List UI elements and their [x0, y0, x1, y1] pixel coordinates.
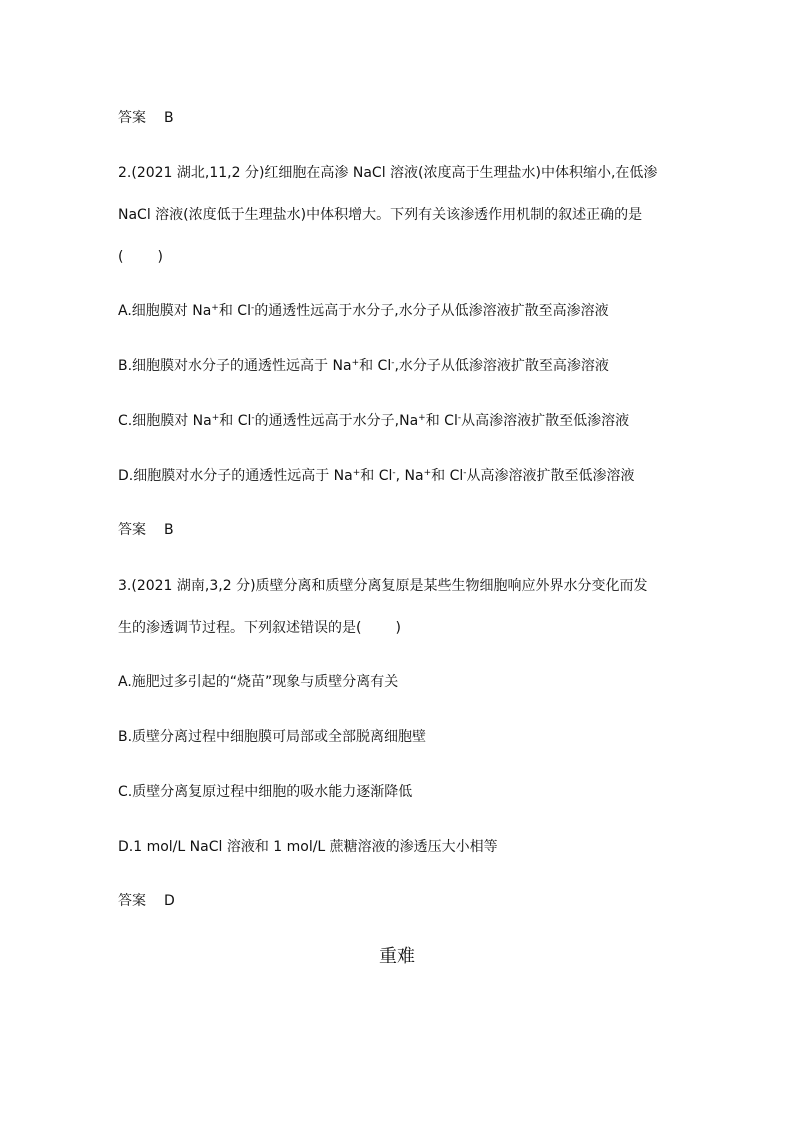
option-text: A.细胞膜对 Na — [118, 303, 212, 319]
q3-stem-line-2 — [118, 618, 401, 638]
paren-close: ) — [157, 249, 163, 265]
q2-option-d — [118, 466, 635, 486]
option-text: 和 Cl — [360, 468, 393, 484]
option-text: 从高渗溶液扩散至低渗溶液 — [461, 413, 630, 429]
q3-option-c: C.质壁分离复原过程中细胞的吸水能力逐渐降低 — [118, 784, 413, 800]
q2-stem-line-1: 2.(2021 湖北,11,2 分)红细胞在高渗 NaCl 溶液(浓度高于生理盐水)中体积缩小,在低渗 — [118, 165, 658, 181]
ion-charge: - — [250, 303, 255, 313]
q3-option-a: A.施肥过多引起的“烧苗”现象与质壁分离有关 — [118, 674, 399, 690]
ion-charge: + — [352, 468, 361, 478]
option-text: 和 Cl — [431, 468, 464, 484]
option-text: ,水分子从低渗溶液扩散至高渗溶液 — [394, 358, 609, 374]
option-text: D.细胞膜对水分子的通透性远高于 Na — [118, 468, 353, 484]
ion-charge: - — [392, 468, 396, 478]
answer-label: 答案 — [118, 893, 146, 909]
ion-charge: - — [391, 358, 395, 368]
q3-option-b: B.质壁分离过程中细胞膜可局部或全部脱离细胞壁 — [118, 729, 427, 745]
option-text: 和 Cl — [425, 413, 458, 429]
answer-label: 答案 — [118, 522, 146, 538]
answer-1 — [118, 108, 174, 128]
answer-value: B — [164, 522, 174, 538]
ion-charge: + — [418, 413, 426, 423]
answer-2 — [118, 520, 174, 540]
q2-stem-line-2: NaCl 溶液(浓度低于生理盐水)中体积增大。下列有关该渗透作用机制的叙述正确的是 — [118, 207, 643, 223]
option-text: 的通透性远高于水分子,水分子从低渗溶液扩散至高渗溶液 — [254, 303, 609, 319]
ion-charge: + — [211, 413, 220, 423]
ion-charge: + — [211, 303, 219, 313]
option-text: 和 Cl — [359, 358, 392, 374]
option-text: B.细胞膜对水分子的通透性远高于 Na — [118, 358, 352, 374]
option-text: C.细胞膜对 Na — [118, 413, 212, 429]
ion-charge: + — [423, 468, 432, 478]
option-text: 和 Cl — [219, 413, 252, 429]
paren-open: ( — [118, 249, 124, 265]
ion-charge: - — [457, 413, 462, 423]
q3-option-d: D.1 mol/L NaCl 溶液和 1 mol/L 蔗糖溶液的渗透压大小相等 — [118, 839, 498, 855]
answer-value: D — [164, 893, 175, 909]
option-text: 和 Cl — [218, 303, 251, 319]
ion-charge: - — [251, 413, 255, 423]
q2-option-c — [118, 411, 629, 431]
q3-stem-line-1: 3.(2021 湖南,3,2 分)质壁分离和质壁分离复原是某些生物细胞响应外界水分变化而发 — [118, 578, 648, 594]
answer-3 — [118, 891, 175, 911]
option-text: 的通透性远高于水分子,Na — [254, 413, 419, 429]
answer-label: 答案 — [118, 110, 146, 126]
section-heading: 重难 — [379, 946, 415, 967]
answer-value: B — [164, 110, 174, 126]
option-text: 从高渗溶液扩散至低渗溶液 — [466, 468, 635, 484]
ion-charge: + — [351, 358, 360, 368]
q2-option-b — [118, 356, 609, 376]
q2-answer-blank — [118, 247, 163, 267]
option-text: , Na — [395, 468, 424, 484]
ion-charge: - — [463, 468, 467, 478]
q2-option-a — [118, 301, 609, 321]
stem-text: 生的渗透调节过程。下列叙述错误的是( — [118, 620, 362, 636]
paren-close: ) — [395, 620, 401, 636]
